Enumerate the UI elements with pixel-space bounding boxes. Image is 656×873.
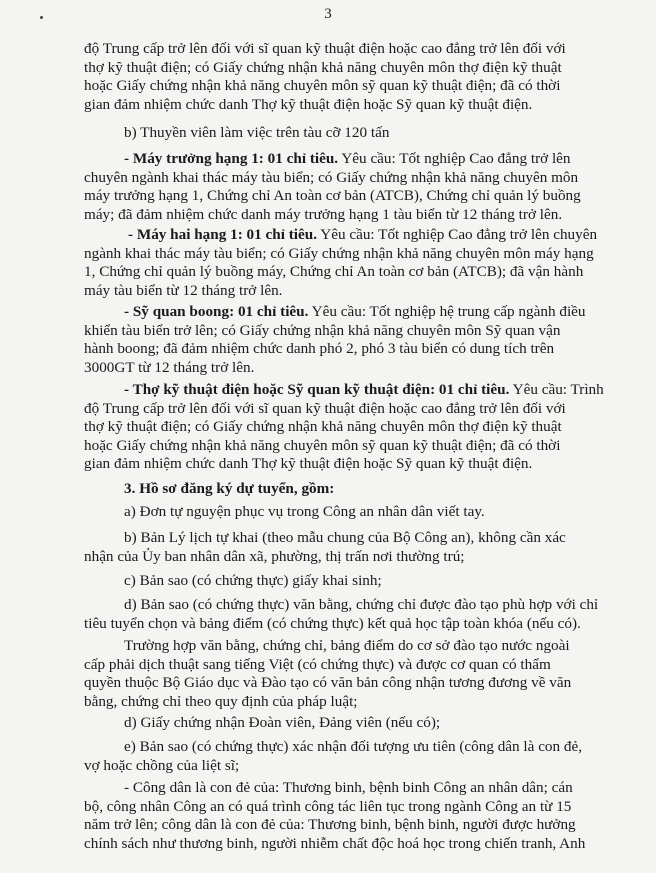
text-line: nhận của Ủy ban nhân dân xã, phường, thị trấn nơi thường trú; bbox=[84, 547, 465, 565]
text-line: bằng, chứng chỉ theo quy định của pháp luật; bbox=[84, 692, 358, 710]
paragraph bbox=[84, 150, 604, 224]
text-line: khiển tàu biển trở lên; có Giấy chứng nhận khả năng chuyên môn Sỹ quan vận bbox=[84, 321, 561, 339]
text-line: thợ kỹ thuật điện; có Giấy chứng nhận khả năng chuyên môn thợ điện kỹ thuật bbox=[84, 58, 562, 76]
text-line: a) Đơn tự nguyện phục vụ trong Công an nhân dân viết tay. bbox=[124, 503, 485, 520]
page-number: 3 bbox=[324, 6, 332, 22]
text-run: Yêu cầu: Tốt nghiệp Cao đẳng trở lên bbox=[338, 150, 571, 167]
text-line: c) Bản sao (có chứng thực) giấy khai sinh; bbox=[124, 572, 382, 589]
text-line: hành boong; đã đảm nhiệm chức danh phó 2, phó 3 tàu biển có dung tích trên bbox=[84, 340, 555, 358]
paragraph bbox=[124, 714, 644, 733]
paragraph bbox=[84, 381, 604, 474]
text-line: e) Bản sao (có chứng thực) xác nhận đối tượng ưu tiên (công dân là con đẻ, bbox=[124, 738, 583, 755]
text-line bbox=[84, 226, 604, 245]
paragraph bbox=[84, 303, 604, 377]
text-run: Yêu cầu: Tốt nghiệp Cao đẳng trở lên chuyên bbox=[317, 226, 598, 243]
paragraph bbox=[84, 779, 604, 853]
paragraph bbox=[84, 596, 604, 633]
text-line: d) Bản sao (có chứng thực) văn bằng, chứng chỉ được đào tạo phù hợp với chỉ bbox=[124, 596, 599, 613]
text-line: vợ hoặc chồng của liệt sĩ; bbox=[84, 756, 240, 774]
heading-bold: 3. Hồ sơ đăng ký dự tuyển, gồm: bbox=[124, 480, 335, 497]
text-line: gian đảm nhiệm chức danh Thợ kỹ thuật điện hoặc Sỹ quan kỹ thuật điện. bbox=[84, 455, 533, 473]
text-line bbox=[84, 381, 604, 400]
paragraph bbox=[124, 503, 644, 522]
text-line: b) Bản Lý lịch tự khai (theo mẫu chung của Bộ Công an), không cần xác bbox=[124, 529, 566, 546]
paragraph bbox=[84, 40, 604, 114]
text-line: 3000GT từ 12 tháng trở lên. bbox=[84, 358, 255, 376]
text-run: Yêu cầu: Trình bbox=[509, 381, 604, 398]
text-line: máy trưởng hạng 1, Chứng chỉ An toàn cơ bản (ATCB), Chứng chỉ quản lý buồng bbox=[84, 187, 581, 205]
heading-bold: - Thợ kỹ thuật điện hoặc Sỹ quan kỹ thuật điện: 01 chỉ tiêu. bbox=[124, 381, 510, 398]
text-line: tiêu tuyển chọn và bảng điểm (có chứng thực) kết quả học tập toàn khóa (nếu có). bbox=[84, 614, 581, 632]
heading-bold: - Máy hai hạng 1: 01 chỉ tiêu. bbox=[128, 226, 318, 243]
text-run: Yêu cầu: Tốt nghiệp hệ trung cấp ngành điều bbox=[308, 303, 586, 320]
paragraph bbox=[124, 572, 644, 591]
heading-bold: - Máy trưởng hạng 1: 01 chỉ tiêu. bbox=[124, 150, 339, 167]
text-line: máy tàu biển từ 12 tháng trở lên. bbox=[84, 281, 283, 299]
paragraph bbox=[124, 124, 644, 143]
text-line: độ Trung cấp trở lên đối với sĩ quan kỹ thuật điện hoặc cao đẳng trở lên đối với bbox=[84, 40, 566, 57]
text-line: gian đảm nhiệm chức danh Thợ kỹ thuật điện hoặc Sỹ quan kỹ thuật điện. bbox=[84, 95, 533, 113]
text-line: máy; đã đảm nhiệm chức danh máy trưởng hạng 1 tàu biển từ 12 tháng trở lên. bbox=[84, 205, 563, 223]
text-line: Trường hợp văn bằng, chứng chỉ, bảng điểm do cơ sở đào tạo nước ngoài bbox=[124, 637, 570, 654]
text-line: d) Giấy chứng nhận Đoàn viên, Đảng viên (nếu có); bbox=[124, 714, 441, 731]
text-line: b) Thuyền viên làm việc trên tàu cỡ 120 tấn bbox=[124, 124, 390, 141]
text-line: bộ, công nhân Công an có quá trình công tác liên tục trong ngành Công an từ 15 bbox=[84, 797, 572, 815]
text-line: chuyên ngành khai thác máy tàu biển; có Giấy chứng nhận khả năng chuyên môn bbox=[84, 168, 579, 186]
heading-bold: - Sỹ quan boong: 01 chỉ tiêu. bbox=[124, 303, 309, 320]
text-line: - Công dân là con đẻ của: Thương binh, bệnh binh Công an nhân dân; cán bbox=[124, 779, 573, 796]
text-line: độ Trung cấp trở lên đối với sĩ quan kỹ thuật điện hoặc cao đẳng trở lên đối với bbox=[84, 399, 566, 417]
text-line: thợ kỹ thuật điện; có Giấy chứng nhận khả năng chuyên môn thợ điện kỹ thuật bbox=[84, 418, 562, 436]
paragraph bbox=[84, 738, 604, 775]
text-line bbox=[84, 150, 604, 169]
text-line: quyền thuộc Bộ Giáo dục và Đào tạo có văn bản công nhận tương đương về văn bbox=[84, 674, 572, 692]
section-heading bbox=[124, 480, 644, 499]
text-line bbox=[84, 303, 604, 322]
paragraph bbox=[84, 226, 604, 300]
text-line: hoặc Giấy chứng nhận khả năng chuyên môn sỹ quan kỹ thuật điện; đã có thời bbox=[84, 436, 561, 454]
text-line: ngành khai thác máy tàu biển; có Giấy chứng nhận khả năng chuyên môn máy hạng bbox=[84, 244, 594, 262]
text-line: cấp phải dịch thuật sang tiếng Việt (có chứng thực) và được cơ quan có thẩm bbox=[84, 655, 551, 673]
text-line: 1, Chứng chỉ quản lý buồng máy, Chứng chỉ An toàn cơ bản (ATCB); đã vận hành bbox=[84, 263, 584, 281]
text-line: năm trở lên; công dân là con đẻ của: Thương binh, bệnh binh, người được hưởng bbox=[84, 816, 576, 834]
paragraph bbox=[84, 529, 604, 566]
paragraph bbox=[84, 637, 604, 711]
text-line: chính sách như thương binh, người nhiễm chất độc hoá học trong chiến tranh, Anh bbox=[84, 834, 586, 852]
text-line: hoặc Giấy chứng nhận khả năng chuyên môn sỹ quan kỹ thuật điện; đã có thời bbox=[84, 77, 561, 95]
